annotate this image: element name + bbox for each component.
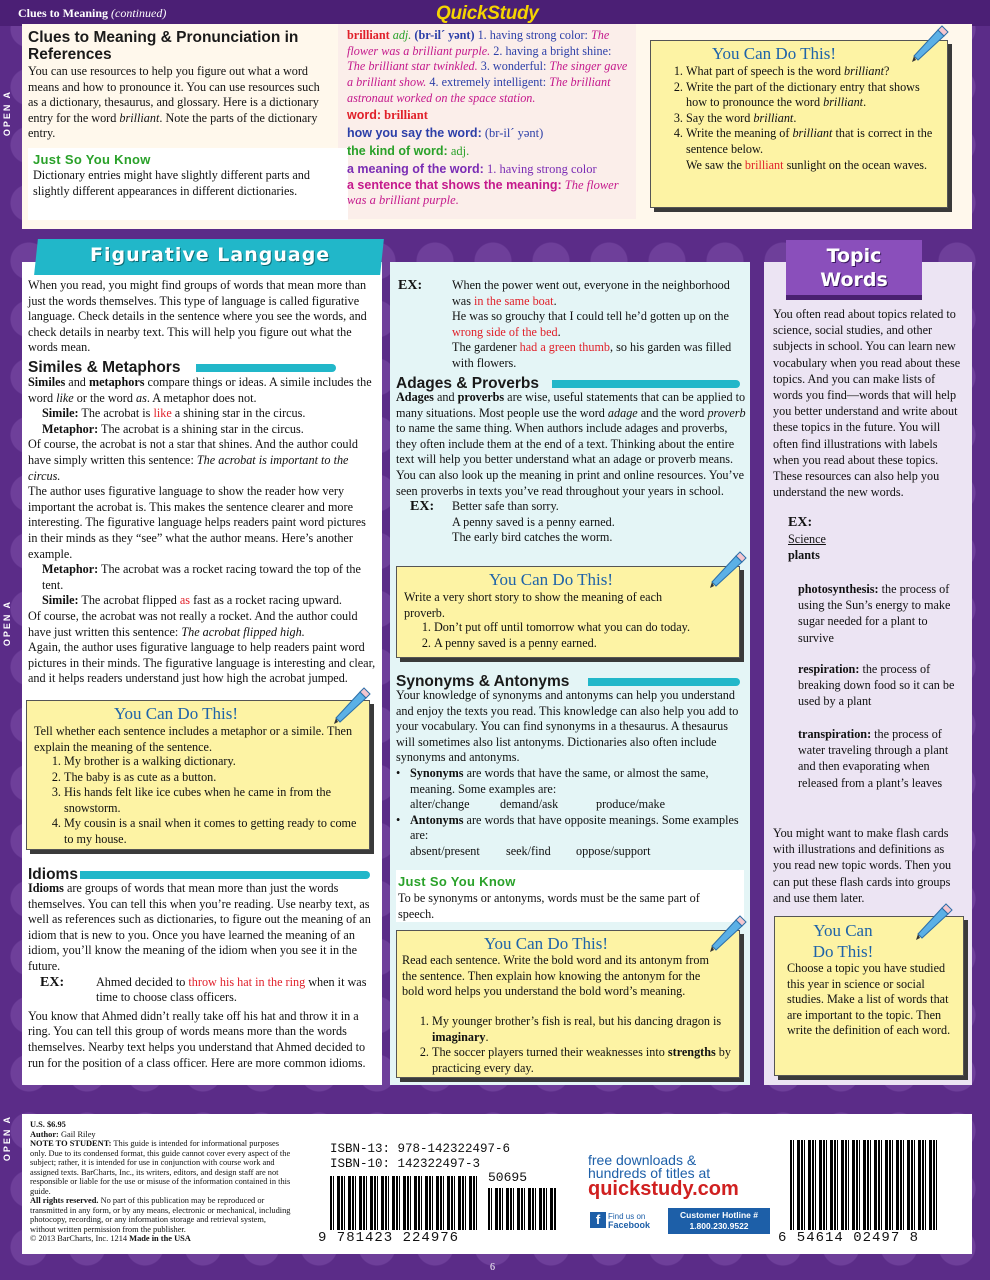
ycd3-intro: Write a very short story to show the meaning of each proverb. [404, 590, 663, 620]
dictionary-entry: brilliant adj. (br-il´ yənt) 1. having strong color: The flower was a brilliant purple. 2. having a bright shine: The brilliant star twinkled. 3. wonderful: The singer gave a brilliant show. 4. extremely intelligent: The brilliant astronaut worked on the space station. [347, 28, 628, 105]
promo-text: free downloads & hundreds of titles at [588, 1152, 711, 1181]
idioms-body: Idioms are groups of words that mean more than just the words themselves. You can tell this when you’re reading. Use nearby text, as well as references such as dictionaries, to figure out the meaning of an idiom that is new to you. Once you have learned the meaning of an idiom, you’ll know the meaning of the idiom when you see it in the future. EX: Ahmed decided to throw his hat in the ring when it was time to choose class officers. You know that Ahmed didn’t really take off his hat and throw it in a ring. You can tell this group of words means more than the words themselves. Nearby text helps you understand that Ahmed decided to run for the position of a class officer. Here are more common idioms. [28, 881, 371, 1070]
pencil-icon [706, 912, 748, 954]
ycd1-list: 1. What part of speech is the word brilliant? 2. Write the part of the dictionary entry that shows how to pronounce the word brilliant. 3. Say the word brilliant. 4. Write the meaning of brilliant that is correct in the sentence below. We saw the brilliant sunlight on the ocean waves. [660, 64, 942, 173]
jsyk-title: Just So You Know [398, 874, 516, 889]
pencil-icon [330, 684, 372, 726]
ycd-title: You Can Do This! [711, 44, 837, 63]
facebook-icon[interactable]: f [590, 1212, 606, 1228]
ycd5-text: Choose a topic you have studied this year in science or social studies. Make a list of words that are important to the topic. Then write the definition of each word. [787, 961, 951, 1038]
title-bar [196, 364, 336, 372]
term-respiration: respiration: the process of breaking down food so it can be used by a plant [798, 662, 955, 709]
ycd-title: You Can Do This! [483, 934, 609, 953]
barcode-price [488, 1188, 556, 1230]
footer-legal: U.S. $6.95 Author: Gail Riley NOTE TO STUDENT: This guide is intended for informational purposes only. Due to its condensed format, this guide cannot cover every aspect of the subject; rather, it is intended for use in conjunction with course work and assigned texts. BarCharts, Inc., its writers, editors, and design staff are not responsible or liable for the use or misuse of the information contained in this guide. All rights reserved. No part of this publication may be reproduced or transmitted in any form, or by any means, electronic or mechanical, including photocopy, recording, or any information storage and retrieval system, without written permission from the publisher. © 2013 BarCharts, Inc. 1214 Made in the USA [30, 1120, 291, 1243]
banner-topic-text: Topic Words [820, 245, 888, 291]
barcode-isbn [330, 1176, 480, 1230]
fig-intro: When you read, you might find groups of words that mean more than just the words themselves. This type of language is called figurative language. Check details in the sentence where you see the words, and check details in nearby text. This will help you figure out what the words mean. [28, 278, 367, 355]
page-number: 6 [490, 1262, 495, 1273]
jsyk-title: Just So You Know [33, 152, 151, 167]
jsyk-text: Dictionary entries might have slightly different parts and slightly different appearances in different dictionaries. [33, 168, 310, 198]
pencil-icon [912, 900, 954, 942]
synonyms-title: Synonyms & Antonyms [396, 673, 570, 690]
spine-label: OPEN A [2, 90, 12, 137]
ycd2-intro: Tell whether each sentence includes a metaphor or a simile. Then explain the meaning of the sentence. [34, 724, 353, 754]
jsyk-text: To be synonyms or antonyms, words must be the same part of speech. [398, 891, 700, 921]
title-bar [80, 871, 370, 879]
topic-closing: You might want to make flash cards with illustrations and definitions as you read new topic words. Then you can put these flash cards into groups and use them later. [773, 826, 952, 905]
pencil-icon [908, 22, 950, 64]
clues-title: Clues to Meaning & Pronunciation in References [28, 29, 299, 63]
ycd-title: You Can Do This! [488, 570, 614, 589]
similes-title: Similes & Metaphors [28, 359, 181, 376]
adages-body: Adages and proverbs are wise, useful statements that can be applied to many situations. Most people use the word adage and the word proverb to name the same thing. When authors include adages and proverbs, they often include them at the end of a text. Thinking about the entire text will help you better understand what an adage or proverb means. You can also look up the meaning in print and online resources. You’ve seen proverbs in texts you’ve read throughout your years in school. EX: Better safe than sorry. A penny saved is a penny earned. The early bird catches the worm. [396, 390, 746, 545]
entry-parts: word: brilliant how you say the word: (br-il´ yənt) the kind of word: adj. a meaning of the word: 1. having strong color a sentence that shows the meaning: The flower was a brilliant purple. [347, 108, 619, 207]
topic-intro: You often read about topics related to science, social studies, and other subjects in school. You can learn new vocabulary when you read about these topics. And you can make lists of words you find—words that will help you better understand and write about these topics in the future. You will often find illustrations with labels when you read about these topics. These resources can also help you understand the new words. [773, 307, 961, 500]
term-transpiration: transpiration: the process of water traveling through a plant and then evaporating when released from a plant’s leaves [798, 727, 949, 790]
fig-body: Similes and metaphors compare things or ideas. A simile includes the word like or the word as. A metaphor does not. Simile: The acrobat is like a shining star in the circus. Metaphor: The acrobat is a shining star in the circus. Of course, the acrobat is not a star that shines. And the author could have simply written this sentence: The acrobat is important to the circus. The author uses figurative language to show the reader how very important the acrobat is. This makes the sentence clearer and more interesting. The figurative language helps readers paint word pictures in their minds as they “see” what the author means. Here’s another example. Metaphor: The acrobat was a rocket racing toward the top of the tent. Simile: The acrobat flipped as fast as a rocket racing upward. Of course, the acrobat was not really a rocket. And the author could have just written this sentence: The acrobat flipped high. Again, the author uses figurative language to help readers paint word pictures in their minds. The figurative language is interesting and clear, and it helps readers understand just how high the acrobat jumped. [28, 375, 376, 686]
price-code: 50695 [488, 1170, 528, 1185]
spine-label: OPEN A [2, 600, 12, 647]
pencil-icon [706, 548, 748, 590]
ycd2-list: 1. My brother is a walking dictionary. 2. The baby is as cute as a button. 3. His hands felt like ice cubes when he came in from the snowstorm. 4. My cousin is a snail when it comes to getting ready to come to my house. [38, 754, 358, 848]
title-bar [552, 380, 740, 388]
ycd-title: You Can Do This! [812, 921, 874, 961]
ycd-title: You Can Do This! [113, 704, 239, 723]
clues-intro: You can use resources to help you figure out what a word means and how to pronounce it. You can use resources such as a dictionary, thesaurus, and glossary. Here is a dictionary entry for the word brilliant. Note the parts of the dictionary entry. [28, 64, 320, 141]
banner-figurative-text: Figurative Language [90, 244, 331, 266]
ycd3-list: 1. Don’t put off until tomorrow what you can do today. 2. A penny saved is a penny earned. [408, 620, 728, 651]
ycd4-intro: Read each sentence. Write the bold word and its antonym from the sentence. Then explain how knowing the antonym for the bold word helps you understand the bold word’s meaning. [402, 953, 709, 999]
website-link[interactable]: quickstudy.com [588, 1178, 739, 1200]
ycd4-list: 1. My younger brother’s fish is real, but his dancing dragon is imaginary. 2. The soccer players turned their weaknesses into strengths by practicing every day. [406, 1014, 732, 1076]
idiom-examples: EX: When the power went out, everyone in the neighborhood was in the same boat. He was so grouchy that I could tell he’d gotten up on the wrong side of the bed. The gardener had a green thumb, so his garden was filled with flowers. [398, 278, 732, 370]
hotline-badge: Customer Hotline # 1.800.230.9522 [668, 1208, 770, 1234]
topic-example: EX: Science plants [788, 515, 826, 563]
continued-title: Clues to Meaning (continued) [18, 6, 167, 20]
term-photosynthesis: photosynthesis: the process of using the Sun’s energy to make sugar needed for a plant to survive [798, 582, 951, 645]
facebook-link[interactable]: Find us on Facebook [608, 1212, 651, 1230]
barcode-upc [790, 1140, 940, 1230]
adages-title: Adages & Proverbs [396, 375, 539, 392]
isbn-block: ISBN-13: 978-142322497-6 ISBN-10: 142322497-3 [330, 1142, 511, 1171]
brand-logo: QuickStudy [436, 3, 539, 24]
upc-number: 6 54614 02497 8 [778, 1230, 920, 1246]
title-bar [588, 678, 740, 686]
barcode-number: 9 781423 224976 [318, 1230, 460, 1246]
synonyms-body: Your knowledge of synonyms and antonyms can help you understand and enjoy the texts you read. This knowledge can also help you add to your vocabulary. You can find synonyms in a thesaurus. A thesaurus will sometimes also list antonyms. Dictionaries also often include synonyms and antonyms. • Synonyms are words that have the same, or almost the same, meaning. Some examples are: alter/change demand/ask produce/make • Antonyms are words that have opposite meanings. Some examples are: absent/present seek/find oppose/support [396, 688, 739, 858]
spine-label: OPEN A [2, 1115, 12, 1162]
idioms-title: Idioms [28, 866, 78, 883]
